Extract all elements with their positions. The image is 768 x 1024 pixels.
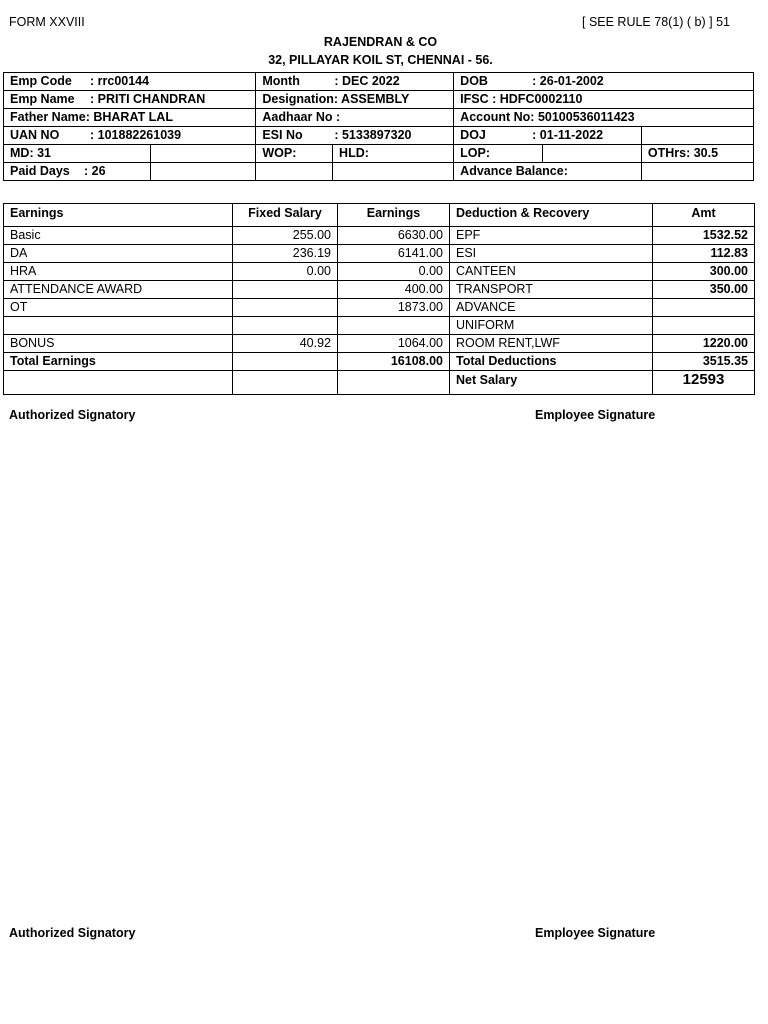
earned-amount: 0.00 [338, 263, 450, 281]
empty-cell [256, 163, 333, 181]
md-cell: MD: 31 [4, 145, 151, 163]
uan-value: : 101882261039 [90, 128, 182, 142]
esi-cell [256, 127, 454, 145]
table-row [4, 281, 755, 299]
salary-table [3, 203, 755, 395]
net-salary-label: Net Salary [450, 371, 653, 395]
deduction-name: TRANSPORT [450, 281, 653, 299]
table-row [4, 263, 755, 281]
ifsc-cell: IFSC : HDFC0002110 [454, 91, 754, 109]
earned-amount: 1873.00 [338, 299, 450, 317]
deduction-amount: 1220.00 [653, 335, 755, 353]
deduction-amount: 112.83 [653, 245, 755, 263]
earning-name: HRA [4, 263, 233, 281]
authorized-signatory: Authorized Signatory [9, 408, 136, 422]
emp-code-cell [4, 73, 256, 91]
company-name: RAJENDRAN & CO [323, 35, 438, 49]
deduction-amount [653, 299, 755, 317]
deduction-header: Deduction & Recovery [450, 204, 653, 227]
table-row [4, 299, 755, 317]
hld-cell: HLD: [333, 145, 454, 163]
fixed-amount [233, 317, 338, 335]
month-label: Month [262, 74, 300, 88]
empty-cell [641, 163, 753, 181]
wop-cell: WOP: [256, 145, 333, 163]
empty-cell [233, 353, 338, 371]
table-row [4, 335, 755, 353]
empty-cell [338, 371, 450, 395]
employee-info-table [3, 72, 754, 181]
fixed-amount: 0.00 [233, 263, 338, 281]
empty-cell [4, 371, 233, 395]
paid-days-value: : 26 [84, 164, 106, 178]
deduction-amount [653, 317, 755, 335]
earned-amount [338, 317, 450, 335]
rule-reference: [ SEE RULE 78(1) ( b) ] 51 [582, 15, 730, 29]
uan-label: UAN NO [10, 128, 60, 142]
totals-row [4, 353, 755, 371]
form-number: FORM XXVIII [9, 15, 85, 29]
month-value: : DEC 2022 [334, 74, 400, 88]
info-row [4, 91, 754, 109]
authorized-signatory: Authorized Signatory [9, 926, 136, 940]
emp-code-label: Emp Code [10, 74, 72, 88]
info-row [4, 145, 754, 163]
earning-name: OT [4, 299, 233, 317]
table-row [4, 245, 755, 263]
earning-name: DA [4, 245, 233, 263]
designation-cell: Designation: ASSEMBLY [256, 91, 454, 109]
month-cell [256, 73, 454, 91]
empty-cell [233, 371, 338, 395]
earnings-header: Earnings [4, 204, 233, 227]
fixed-amount [233, 281, 338, 299]
empty-cell [151, 145, 256, 163]
uan-cell [4, 127, 256, 145]
employee-signature: Employee Signature [535, 408, 656, 422]
paid-days-cell [4, 163, 151, 181]
deduction-amount: 350.00 [653, 281, 755, 299]
earning-name: Basic [4, 227, 233, 245]
esi-value: : 5133897320 [334, 128, 412, 142]
fixed-amount: 255.00 [233, 227, 338, 245]
esi-label: ESI No [262, 128, 303, 142]
deduction-amount: 1532.52 [653, 227, 755, 245]
empty-cell [333, 163, 454, 181]
deduction-name: UNIFORM [450, 317, 653, 335]
info-row [4, 163, 754, 181]
empty-cell [542, 145, 641, 163]
emp-name-label: Emp Name [10, 92, 75, 106]
company-address: 32, PILLAYAR KOIL ST, CHENNAI - 56. [268, 53, 493, 67]
amount-header: Amt [653, 204, 755, 227]
earning-name: BONUS [4, 335, 233, 353]
earned-amount: 400.00 [338, 281, 450, 299]
net-salary-row [4, 371, 755, 395]
earned-amount: 6630.00 [338, 227, 450, 245]
deduction-name: ESI [450, 245, 653, 263]
dob-cell [454, 73, 754, 91]
deduction-name: ROOM RENT,LWF [450, 335, 653, 353]
emp-code-value: : rrc00144 [90, 74, 150, 88]
info-row [4, 73, 754, 91]
account-cell: Account No: 50100536011423 [454, 109, 754, 127]
dob-value: : 26-01-2002 [532, 74, 604, 88]
deduction-name: ADVANCE [450, 299, 653, 317]
fixed-amount: 40.92 [233, 335, 338, 353]
empty-cell [641, 127, 753, 145]
total-deductions-label: Total Deductions [450, 353, 653, 371]
empty-cell [151, 163, 256, 181]
doj-label: DOJ [460, 128, 486, 142]
deduction-name: EPF [450, 227, 653, 245]
table-row [4, 227, 755, 245]
doj-value: : 01-11-2022 [532, 128, 604, 142]
earned-amount: 1064.00 [338, 335, 450, 353]
total-earnings-label: Total Earnings [4, 353, 233, 371]
aadhaar-cell: Aadhaar No : [256, 109, 454, 127]
emp-name-cell [4, 91, 256, 109]
paid-days-label: Paid Days [10, 164, 70, 178]
fixed-amount: 236.19 [233, 245, 338, 263]
deduction-amount: 300.00 [653, 263, 755, 281]
doj-cell [454, 127, 642, 145]
advance-balance-cell: Advance Balance: [454, 163, 642, 181]
fixed-salary-header: Fixed Salary [233, 204, 338, 227]
dob-label: DOB [460, 74, 488, 88]
earned-header: Earnings [338, 204, 450, 227]
deduction-name: CANTEEN [450, 263, 653, 281]
employee-signature: Employee Signature [535, 926, 656, 940]
total-earnings-value: 16108.00 [338, 353, 450, 371]
fixed-amount [233, 299, 338, 317]
earning-name: ATTENDANCE AWARD [4, 281, 233, 299]
othrs-cell: OTHrs: 30.5 [641, 145, 753, 163]
info-row [4, 127, 754, 145]
info-row [4, 109, 754, 127]
total-deductions-value: 3515.35 [653, 353, 755, 371]
table-row [4, 317, 755, 335]
father-name-cell: Father Name: BHARAT LAL [4, 109, 256, 127]
salary-header-row [4, 204, 755, 227]
net-salary-value: 12593 [653, 371, 755, 395]
earning-name [4, 317, 233, 335]
emp-name-value: : PRITI CHANDRAN [90, 92, 206, 106]
lop-cell: LOP: [454, 145, 543, 163]
earned-amount: 6141.00 [338, 245, 450, 263]
